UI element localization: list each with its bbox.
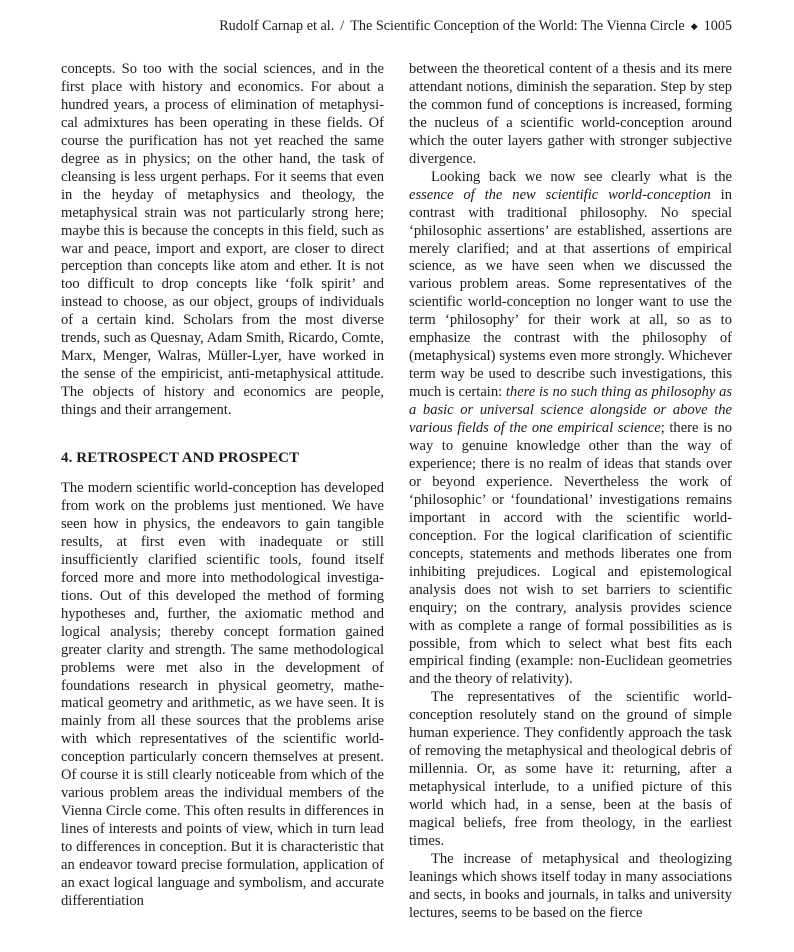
running-header — [60, 18, 732, 35]
left-paragraph-2: The modern scientific world-conception has developed from work on the problems just mentioned. We have seen how in physics, the endeavors to gain tangible results, at first even with inadequate or still insufficiently clarified scientific tools, found itself forced more and more into methodological investigations. Out of this developed the method of forming hypotheses and, further, the axiomatic method and logical analysis; thereby concept formation gained greater clarity and strength. The same methodological problems were met also in the development of foundations research in physical geometry, mathematical geometry and arithmetic, as we have seen. It is mainly from all these sources that the problems arise with which representatives of the scientific world-conception particularly concern themselves at present. Of course it is still clearly noticeable from which of the various problem areas the individual members of the Vienna Circle come. This often results in differences in lines of interests and points of view, which in turn lead to differences in conception. But it is characteristic that an endeavor toward precise formulation, application of an exact logical language and symbolism, and accurate differentiation — [61, 480, 384, 909]
right-paragraph-2 — [409, 169, 732, 690]
right-paragraph-4: The increase of metaphysical and theologizing leanings which shows itself today in many associations and sects, in books and journals, in talks and university lectures, seems to be based on the fierce — [409, 850, 732, 921]
right-p2-text-b: in contrast with traditional philosophy. No special ‘philosophic assertions’ are established, assertions are merely clarified; and at that assertions of empirical science, as we have seen when we discussed the various problem areas. Some representatives of the scientific world-conception no longer want to use the term ‘philosophy’ for their work at all, so as to emphasize the contrast with the philosophy of (metaphysical) systems even more strongly. Whichever term way be used to describe such investigations, this much is certain: — [409, 186, 732, 401]
right-column — [409, 61, 732, 923]
right-p2-text-c: ; there is no way to genuine knowledge other than the way of experience; there is no realm of ideas that stands over or beyond experience. Nevertheless the work of ‘philosophic’ or ‘foundational’ investigations remains important in accord with the scientific world-conception. For the logical clarification of scientific concepts, statements and methods liberates one from inhibiting prejudices. Logical and epistemological analysis does not wish to set barriers to scientific enquiry; on the contrary, analysis provides science with as complete a range of formal possibilities as is possible, from which to select what best fits each empirical finding (example: non-Euclidean geometries and the theory of relativity). — [409, 420, 732, 688]
right-p2-text-a: Looking back we now see clearly what is the — [431, 168, 732, 185]
right-p2-emphasis-1: essence of the new scientific world-conception — [409, 186, 711, 203]
header-title: The Scientific Conception of the World: The Vienna Circle — [350, 18, 685, 34]
right-paragraph-1: between the theoretical content of a thesis and its mere attendant notions, diminish the separation. Step by step the common fund of conceptions is increased, forming the nucleus of a scientific world-conception around which the outer layers gather with stronger subjective divergence. — [409, 61, 732, 167]
header-separator: / — [340, 18, 345, 34]
header-author: Rudolf Carnap et al. — [219, 18, 335, 34]
left-paragraph-1: concepts. So too with the social sciences, and in the first place with history and economics. For about a hundred years, a process of elimination of metaphysical admixtures has been operating in these fields. Of course the purification has not yet reached the same degree as in physics; on the other hand, the task of cleansing is less urgent perhaps. For it seems that even in the heyday of metaphysics and theology, the metaphysical strain was not particularly strong here; maybe this is because the concepts in this field, such as war and peace, import and export, are closer to direct perception than concepts like atom and ether. It is not too difficult to drop concepts like ‘folk spirit’ and instead to choose, as our object, groups of individuals of a certain kind. Scholars from the most diverse trends, such as Quesnay, Adam Smith, Ricardo, Comte, Marx, Menger, Walras, Müller-Lyer, have worked in the sense of the empiricist, anti-metaphysical attitude. The objects of history and economics are people, things and their arrangement. — [61, 61, 384, 419]
diamond-ornament-icon: ◆ — [690, 21, 698, 31]
section-heading: 4. RETROSPECT AND PROSPECT — [61, 450, 300, 467]
page-number: 1005 — [703, 18, 732, 34]
right-p2-emphasis-2: there is no such thing as philosophy as a basic or universal science alongside or above the various fields of the one empirical science — [409, 384, 733, 437]
right-paragraph-3: The representatives of the scientific world-conception resolutely stand on the ground of simple human experience. They confidently approach the task of removing the metaphysical and theological debris of millennia. Or, as some have it: returning, after a metaphysical interlude, to a unified picture of this world which had, in a sense, been at the basis of magical beliefs, free from theology, in the earliest times. — [409, 689, 732, 849]
left-column — [61, 61, 384, 911]
